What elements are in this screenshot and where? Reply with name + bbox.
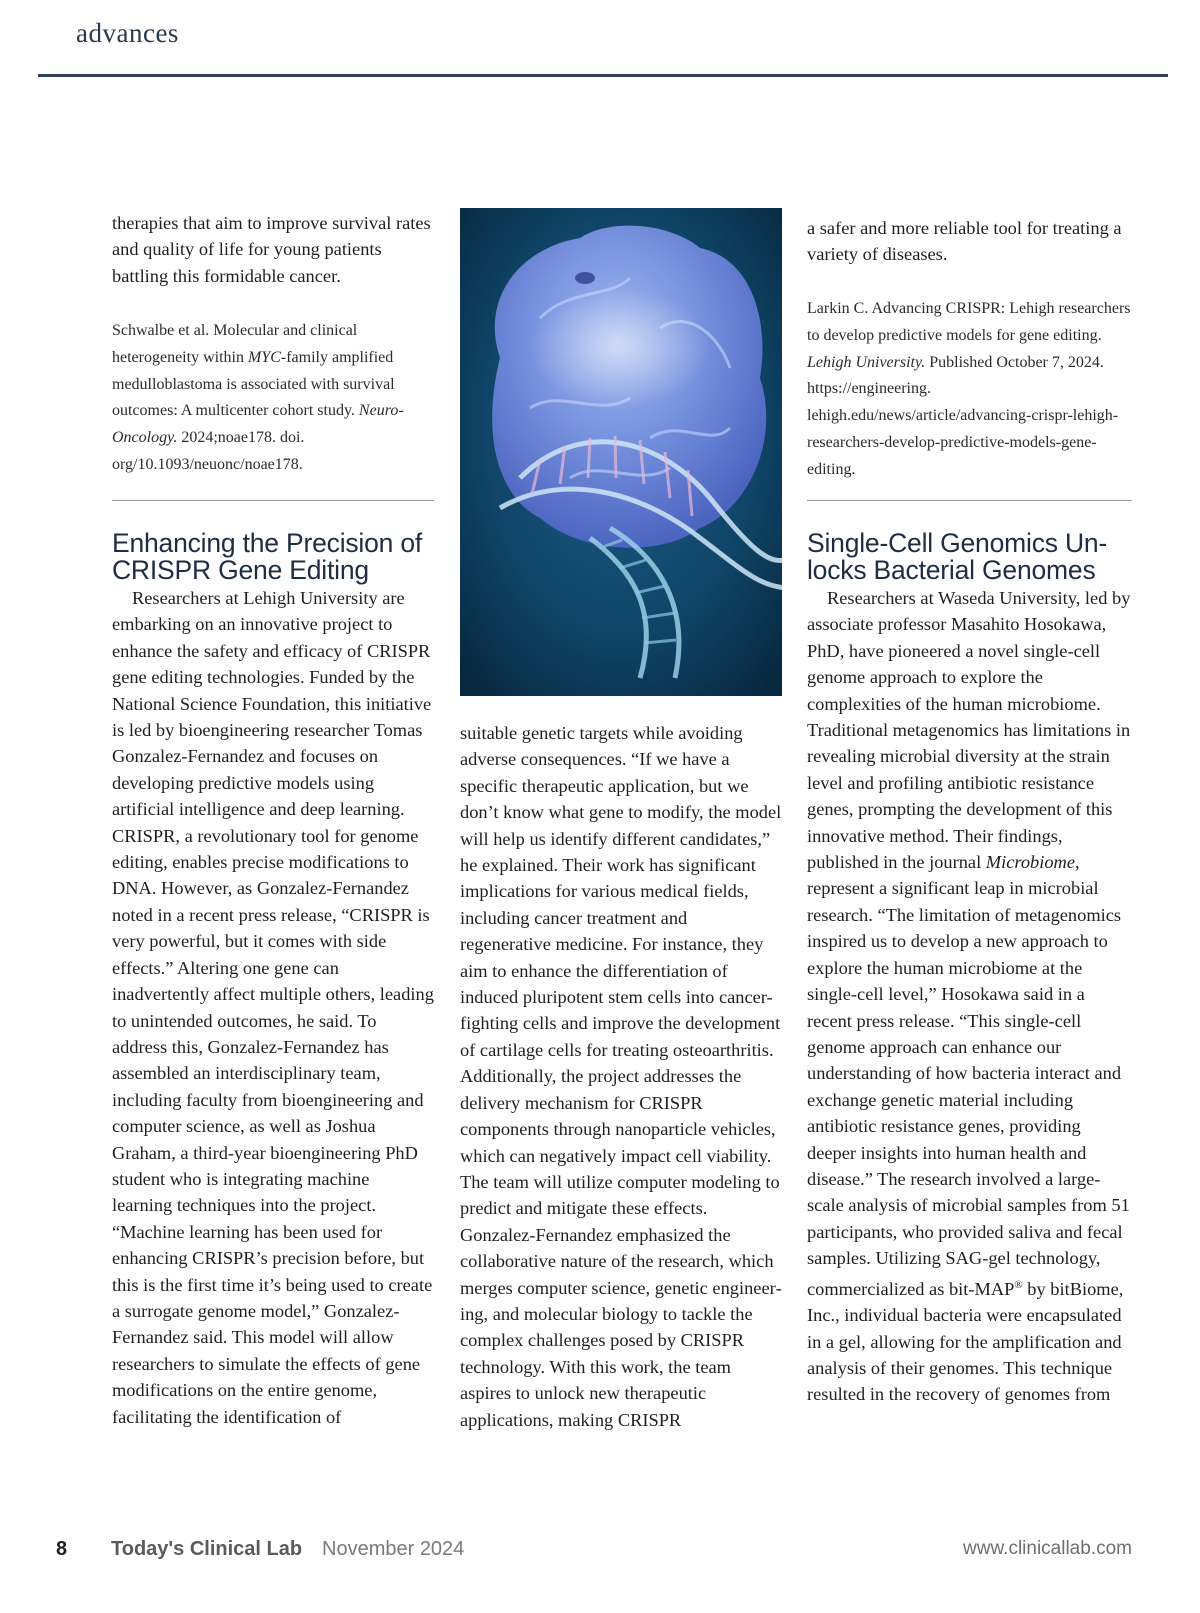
section-title: advances bbox=[76, 18, 179, 48]
page-number: 8 bbox=[56, 1538, 68, 1560]
ref-text: Schwalbe et al. Molecular and clinical heterogeneity within bbox=[112, 322, 358, 366]
intro-text: a safer and more reliable tool for treating a variety of diseases. bbox=[807, 218, 1122, 265]
website-link[interactable]: www.clinicallab.com bbox=[963, 1538, 1132, 1559]
ref-source: Lehigh University. bbox=[807, 353, 926, 371]
ref-text: 2024;noae178. doi. org/10.1093/neuonc/noae178. bbox=[112, 429, 305, 473]
issue-date: November 2024 bbox=[322, 1538, 465, 1560]
article-body bbox=[807, 585, 1132, 1408]
page-footer bbox=[0, 1538, 1200, 1578]
section-divider bbox=[807, 500, 1132, 501]
header-rule bbox=[38, 74, 1168, 77]
ref-journal: Neuro-Oncology. bbox=[112, 402, 404, 447]
body-text: , represent a significant leap in microbial research. “The limitation of metagenomics inspired us to develop a new approach to explore the human microbiome at the single-cell level,” Hosokawa said in a recent press release. “This single-cell genome approach can enhance our understanding of how bacteria interact and exchange genetic material including antibiotic resistance genes, providing deeper insights into human health and disease.” The research involved a large-scale analysis of microbial samples from 51 participants, who provided saliva and fecal samples. Utilizing SAG-gel technology, commercialized as bit-MAP bbox=[807, 852, 1130, 1299]
registered-mark: ® bbox=[1014, 1278, 1023, 1291]
ref-text: Published October 7, 2024. https://engineering. lehigh.edu/news/article/advancing-crispr-lehigh-researchers-develop-predictive-models-gene-editing. bbox=[807, 353, 1119, 478]
journal-name: Microbiome bbox=[985, 852, 1075, 873]
article-headline: Single-Cell Genomics Unlocks Bacterial Genomes bbox=[807, 528, 1108, 585]
section-divider bbox=[112, 500, 434, 501]
body-text: by bitBiome, Inc., individual bacteria were encapsulated in a gel, allowing for the amplification and analysis of their genomes. This technique resulted in the recovery of genomes from bbox=[807, 1278, 1124, 1405]
article-body: Researchers at Lehigh University are embarking on an innovative project to enhance the safety and efficacy of CRISPR gene editing technologies. Funded by the National Science Foundation, this initiative is led by bioengineering researcher Tomas Gonzalez-Fernandez and focuses on developing predictive models using artificial intelligence and deep learning. CRISPR, a revolutionary tool for genome editing, enables precise modifications to DNA. However, as Gonzalez-Fernandez noted in a recent press release, “CRISPR is very powerful, but it comes with side effects.” Altering one gene can inadvertently affect multiple others, leading to unintended outcomes, he said. To address this, Gonzalez-Fernandez has assembled an interdisciplinary team, including faculty from bioengineering and computer science, as well as Joshua Graham, a third-year bioengineering PhD student who is integrating machine learning techniques into the project. “Machine learning has been used for enhancing CRISPR’s precision before, but this is the first time it’s being used to create a surrogate genome model,” Gonzalez-Fernandez said. This model will allow researchers to simulate the effects of gene modifications on the entire genome, facilitating the identification of bbox=[112, 588, 434, 1427]
article-body-continued: suitable genetic targets while avoiding adverse consequences. “If we have a specific therapeutic application, but we don’t know what gene to modify, the model will help us identify different candidates,” he explained. Their work has significant implications for various medical fields, including cancer treatment and regenerative medicine. For instance, they aim to enhance the differentiation of induced pluripotent stem cells into cancer-fighting cells and improve the development of cartilage cells for treating osteoarthritis. Additionally, the project addresses the delivery mechanism for CRISPR components through nanoparticle vehicles, which can negatively impact cell viability. The team will utilize computer modeling to predict and mitigate these effects. Gonzalez-Fernandez emphasized the collaborative nature of the research, which merges computer science, genetic engineering, and molecular biology to tackle the complex challenges posed by CRISPR technology. With this work, the team aspires to unlock new therapeutic applications, making CRISPR bbox=[460, 723, 782, 1430]
reference-citation bbox=[807, 296, 1132, 484]
magazine-name: Today's Clinical Lab bbox=[111, 1538, 303, 1560]
article-headline: Enhancing the Precision of CRISPR Gene Editing bbox=[112, 528, 423, 585]
crispr-illustration bbox=[460, 208, 782, 696]
body-text: Researchers at Waseda University, led by associate professor Masahito Hosokawa, PhD, have pioneered a novel single-cell genome approach to explore the complexities of the human microbiome. Traditional metagenomics has limitations in revealing microbial diversity at the strain level and profiling antibiotic resistance genes, prompting the development of this innovative method. Their findings, published in the journal bbox=[807, 588, 1131, 873]
intro-text: therapies that aim to improve survival rates and quality of life for young patients battling this formidable cancer. bbox=[112, 213, 431, 286]
dna-cell-image bbox=[460, 208, 782, 696]
ref-gene: MYC bbox=[247, 348, 281, 366]
ref-text: Larkin C. Advancing CRISPR: Lehigh researchers to develop predictive models for gene editing. bbox=[807, 300, 1131, 344]
reference-citation bbox=[112, 318, 424, 479]
ref-text: -family amplified medulloblastoma is associated with survival outcomes: A multicenter cohort study. bbox=[112, 348, 395, 420]
